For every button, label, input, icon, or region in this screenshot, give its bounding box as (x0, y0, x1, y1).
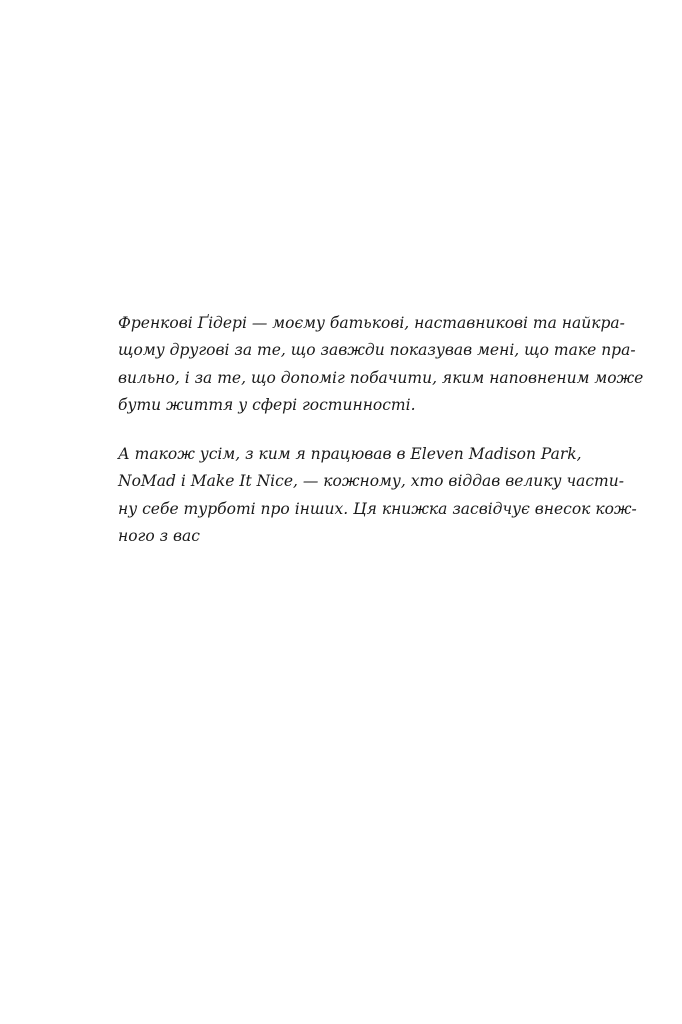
text-line: ного з вас (118, 527, 200, 546)
text-line: щому другові за те, що завжди показував мені, що таке пра- (118, 341, 636, 360)
dedication-block (118, 310, 644, 550)
text-line: NoMad і Make It Nice, — кожному, хто віддав велику части- (118, 472, 624, 491)
dedication-paragraph-team (118, 441, 637, 550)
dedication-paragraph-father (118, 310, 644, 419)
text-line: бути життя у сфері гостинності. (118, 395, 416, 414)
text-line: ну себе турботі про інших. Ця книжка засвідчує внесок кож- (118, 499, 637, 518)
text-line: вильно, і за те, що допоміг побачити, яким наповненим може (118, 368, 644, 387)
text-line: Френкові Ґідері — моєму батькові, наставникові та найкра- (118, 314, 625, 332)
text-line: А також усім, з ким я працював в Eleven Madison Park, (118, 445, 582, 464)
